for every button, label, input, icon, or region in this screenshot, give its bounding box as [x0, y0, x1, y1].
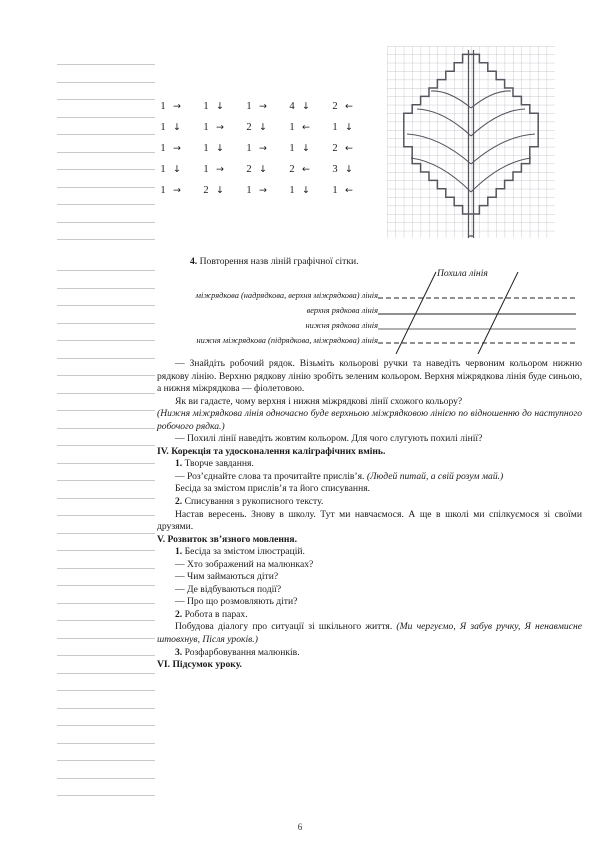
- line-name-label: нижня рядкова лінія: [305, 321, 378, 330]
- arrow-cell: [329, 185, 372, 196]
- rule-line: [57, 795, 155, 796]
- discussion-question: — Хто зображений на малюнках?: [175, 558, 314, 570]
- sloped-line-label: Похила лінія: [437, 268, 488, 279]
- arrow-count: 1: [246, 143, 252, 154]
- arrow-count: 4: [289, 101, 295, 112]
- direction-arrow-icon: ↓: [173, 163, 181, 175]
- section-v-item-2: [157, 609, 582, 622]
- direction-arrow-icon: ↓: [216, 142, 224, 154]
- graph-paper-grid: [387, 46, 555, 238]
- section-iv-item-1-followup: Бесіда за змістом прислів’я та його списування.: [175, 483, 371, 495]
- section-v-question-list: [157, 559, 582, 609]
- task-answer: (Людей питай, а свій розум май.): [366, 470, 504, 482]
- leaf-drawing: [387, 46, 557, 238]
- answer-text: (Нижня міжрядкова лінія одночасно буде верхньою міжрядковою лінією по відношенню до наступного робочого рядка.): [157, 408, 582, 432]
- arrow-cell: [243, 185, 286, 196]
- arrow-count: 1: [246, 185, 252, 196]
- line-name-label: верхня рядкова лінія: [306, 306, 378, 315]
- arrow-dictation-block: [157, 96, 372, 201]
- rule-line: [57, 428, 155, 429]
- section-iv-item-2: [157, 496, 582, 509]
- arrow-count: 1: [289, 185, 295, 196]
- arrow-cell: [243, 122, 286, 133]
- direction-arrow-icon: ↓: [173, 121, 181, 133]
- direction-arrow-icon: →: [216, 121, 224, 133]
- item-number: 2.: [175, 608, 183, 620]
- rule-line: [57, 222, 155, 223]
- arrow-cell: [200, 164, 243, 175]
- rule-line: [57, 463, 155, 464]
- section-v-item-3: [157, 647, 582, 660]
- arrow-row: [157, 138, 372, 159]
- arrow-cell: [286, 143, 329, 154]
- rule-line: [57, 743, 155, 744]
- sloped-line-1: [396, 272, 436, 354]
- discussion-question: — Про що розмовляють діти?: [175, 596, 298, 608]
- section-iv-item-1: [157, 458, 582, 471]
- rule-line: [57, 515, 155, 516]
- rule-line: [57, 533, 155, 534]
- item-number: 2.: [175, 496, 183, 508]
- direction-arrow-icon: ←: [345, 100, 353, 112]
- arrow-row: [157, 159, 372, 180]
- direction-arrow-icon: ↓: [216, 100, 224, 112]
- sloped-line-2: [478, 272, 518, 354]
- direction-arrow-icon: →: [173, 184, 181, 196]
- arrow-cell: [157, 164, 200, 175]
- dialog-text: Побудова діалогу про ситуації зі шкільного життя.: [175, 621, 393, 633]
- rule-line: [57, 568, 155, 569]
- arrow-count: 2: [203, 185, 209, 196]
- direction-arrow-icon: ↓: [345, 121, 353, 133]
- discussion-question: — Чим займаються діти?: [175, 571, 279, 583]
- arrow-count: 1: [289, 122, 295, 133]
- rule-line: [57, 204, 155, 205]
- arrow-count: 1: [160, 143, 166, 154]
- direction-arrow-icon: ↓: [259, 163, 267, 175]
- direction-arrow-icon: →: [259, 184, 267, 196]
- rule-line: [57, 82, 155, 83]
- para-sloped-lines: — Похилі лінії наведіть жовтим кольором. Для чого слугують похилі лінії?: [175, 433, 483, 445]
- rule-line: [57, 690, 155, 691]
- item-title: Робота в парах.: [184, 608, 248, 620]
- arrow-cell: [157, 101, 200, 112]
- rule-line: [57, 480, 155, 481]
- arrow-cell: [243, 143, 286, 154]
- arrow-cell: [286, 122, 329, 133]
- arrow-cell: [200, 143, 243, 154]
- section-vi-heading: VI. Підсумок уроку.: [157, 659, 242, 671]
- item-title: Списування з рукописного тексту.: [184, 496, 324, 508]
- rule-line: [57, 655, 155, 656]
- item-number: 3.: [175, 646, 183, 658]
- rule-line: [57, 498, 155, 499]
- direction-arrow-icon: ←: [345, 184, 353, 196]
- arrow-count: 1: [246, 101, 252, 112]
- arrow-count: 1: [289, 143, 295, 154]
- arrow-count: 1: [160, 101, 166, 112]
- rule-line: [57, 99, 155, 100]
- lesson-body-text: [157, 358, 582, 672]
- rule-line: [57, 134, 155, 135]
- direction-arrow-icon: →: [259, 100, 267, 112]
- arrow-count: 1: [160, 185, 166, 196]
- direction-arrow-icon: ↓: [302, 100, 310, 112]
- rule-line: [57, 708, 155, 709]
- para-question-why: [157, 396, 582, 409]
- section-iv-item-1-task: [157, 471, 582, 484]
- direction-arrow-icon: ↓: [216, 184, 224, 196]
- rule-line: [57, 638, 155, 639]
- rule-line: [57, 673, 155, 674]
- line-diagram: [378, 262, 583, 354]
- direction-arrow-icon: ↓: [259, 121, 267, 133]
- rule-line: [57, 323, 155, 324]
- direction-arrow-icon: →: [173, 100, 181, 112]
- item-title: Бесіда за змістом ілюстрацій.: [184, 546, 305, 558]
- arrow-cell: [243, 101, 286, 112]
- arrow-cell: [243, 164, 286, 175]
- direction-arrow-icon: →: [216, 163, 224, 175]
- para-answer-italic: [157, 408, 582, 433]
- rule-line: [57, 603, 155, 604]
- section-4-title: Повторення назв ліній графічної сітки.: [199, 256, 359, 267]
- rule-line: [57, 117, 155, 118]
- rule-line: [57, 340, 155, 341]
- rule-line: [57, 152, 155, 153]
- arrow-count: 1: [203, 164, 209, 175]
- discussion-question: — Де відбуваються події?: [175, 583, 282, 595]
- page-number: 6: [297, 822, 303, 832]
- arrow-count: 1: [203, 122, 209, 133]
- rule-line: [57, 270, 155, 271]
- arrow-cell: [200, 185, 243, 196]
- direction-arrow-icon: ↓: [345, 163, 353, 175]
- dialog-examples: (Ми чергуємо, Я забув ручку, Я ненавмисне штовхнув, Після уроків.): [157, 621, 582, 646]
- rule-line: [57, 239, 155, 240]
- direction-arrow-icon: →: [259, 142, 267, 154]
- rule-line: [57, 585, 155, 586]
- line-name-label: нижня міжрядкова (підрядкова, міжрядкова) лінія: [196, 336, 378, 345]
- arrow-cell: [286, 101, 329, 112]
- section-4-heading: [190, 256, 359, 267]
- section-v-item-1: [157, 546, 582, 559]
- arrow-count: 1: [332, 185, 338, 196]
- rule-line: [57, 358, 155, 359]
- direction-arrow-icon: ←: [302, 163, 310, 175]
- direction-arrow-icon: ←: [345, 142, 353, 154]
- item-number: 1.: [175, 546, 183, 558]
- rule-line: [57, 169, 155, 170]
- section-4-number: 4.: [190, 256, 198, 267]
- rule-line: [57, 760, 155, 761]
- rule-line: [57, 778, 155, 779]
- question-text: Як ви гадаєте, чому верхня і нижня міжрядкові лінії схожого кольору?: [175, 395, 463, 407]
- ruled-margin-lines: [57, 0, 155, 857]
- rule-line: [57, 64, 155, 65]
- item-title: Творче завдання.: [184, 458, 254, 470]
- arrow-count: 1: [160, 122, 166, 133]
- direction-arrow-icon: →: [173, 142, 181, 154]
- line-name-labels: [160, 288, 378, 348]
- arrow-cell: [157, 185, 200, 196]
- arrow-cell: [157, 122, 200, 133]
- arrow-count: 2: [332, 143, 338, 154]
- line-diagram-svg: [378, 262, 583, 354]
- item-title: Розфарбовування малюнків.: [184, 646, 300, 658]
- rule-line: [57, 375, 155, 376]
- arrow-count: 1: [332, 122, 338, 133]
- direction-arrow-icon: ↓: [302, 142, 310, 154]
- arrow-cell: [157, 143, 200, 154]
- section-v-item-2-text: [157, 621, 582, 646]
- arrow-cell: [286, 164, 329, 175]
- section-iv-heading: IV. Корекція та удосконалення каліграфічних вмінь.: [157, 445, 386, 457]
- leaf-graph-svg: [387, 46, 557, 238]
- arrow-count: 2: [289, 164, 295, 175]
- rule-line: [57, 620, 155, 621]
- rule-line: [57, 725, 155, 726]
- rule-line: [57, 288, 155, 289]
- arrow-cell: [329, 122, 372, 133]
- arrow-row: [157, 180, 372, 201]
- rule-line: [57, 393, 155, 394]
- arrow-cell: [200, 122, 243, 133]
- arrow-cell: [329, 101, 372, 112]
- arrow-row: [157, 117, 372, 138]
- arrow-cell: [286, 185, 329, 196]
- rule-line: [57, 187, 155, 188]
- arrow-count: 2: [246, 122, 252, 133]
- para-find-working-line: — Знайдіть робочий рядок. Візьміть кольорові ручки та наведіть червоним кольором нижню рядкову лінію. Верхню рядкову лінію зробіть зеленим кольором. Верхня міжрядкова лінія буде синьою, а нижня міжрядкова — фіолетовою.: [157, 358, 582, 395]
- rule-line: [57, 305, 155, 306]
- section-iv-item-2-text: Настав вересень. Знову в школу. Тут ми навчаємося. А ще в школі ми спілкуємося зі своїми друзями.: [157, 508, 582, 533]
- item-number: 1.: [175, 458, 183, 470]
- arrow-count: 1: [203, 101, 209, 112]
- direction-arrow-icon: ←: [302, 121, 310, 133]
- arrow-count: 1: [203, 143, 209, 154]
- arrow-count: 2: [332, 101, 338, 112]
- direction-arrow-icon: ↓: [302, 184, 310, 196]
- arrow-count: 3: [332, 164, 338, 175]
- rule-line: [57, 445, 155, 446]
- arrow-row: [157, 96, 372, 117]
- rule-line: [57, 410, 155, 411]
- line-name-label: міжрядкова (надрядкова, верхня міжрядкова) лінія: [195, 291, 378, 300]
- section-v-heading: V. Розвиток зв’язного мовлення.: [157, 533, 297, 545]
- arrow-cell: [329, 164, 372, 175]
- arrow-count: 2: [246, 164, 252, 175]
- arrow-count: 1: [160, 164, 166, 175]
- rule-line: [57, 550, 155, 551]
- task-text: — Роз’єднайте слова та прочитайте прислів’я.: [175, 470, 365, 482]
- arrow-cell: [329, 143, 372, 154]
- arrow-cell: [200, 101, 243, 112]
